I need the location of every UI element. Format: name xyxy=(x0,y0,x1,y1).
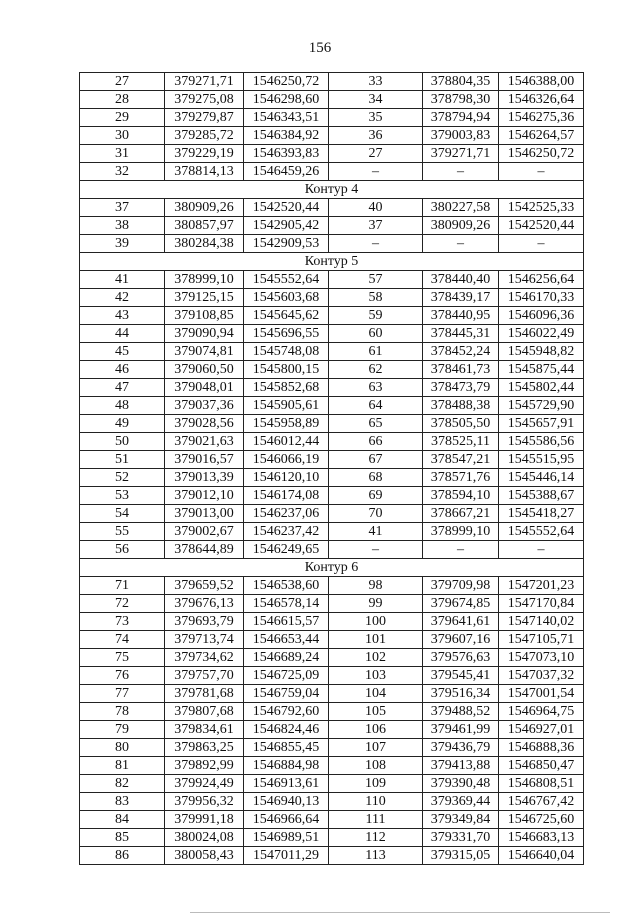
y-coordinate-cell: – xyxy=(499,235,584,253)
table-row xyxy=(80,577,584,595)
point-number-cell: 47 xyxy=(80,379,165,397)
x-coordinate-cell: 378488,38 xyxy=(423,397,499,415)
y-coordinate-cell: 1546767,42 xyxy=(499,793,584,811)
y-coordinate-cell: 1547011,29 xyxy=(244,847,329,865)
x-coordinate-cell: 379037,36 xyxy=(165,397,244,415)
point-number-cell: 69 xyxy=(329,487,423,505)
y-coordinate-cell: 1546964,75 xyxy=(499,703,584,721)
y-coordinate-cell: 1546249,65 xyxy=(244,541,329,559)
coordinates-table xyxy=(79,72,584,865)
x-coordinate-cell: 379924,49 xyxy=(165,775,244,793)
coordinates-table-body xyxy=(80,73,584,865)
point-number-cell: 102 xyxy=(329,649,423,667)
point-number-cell: 37 xyxy=(80,199,165,217)
point-number-cell: 67 xyxy=(329,451,423,469)
y-coordinate-cell: 1545852,68 xyxy=(244,379,329,397)
x-coordinate-cell: 378999,10 xyxy=(423,523,499,541)
point-number-cell: 52 xyxy=(80,469,165,487)
point-number-cell: 99 xyxy=(329,595,423,613)
x-coordinate-cell: 379002,67 xyxy=(165,523,244,541)
table-row xyxy=(80,325,584,343)
x-coordinate-cell: 378440,95 xyxy=(423,307,499,325)
point-number-cell: 108 xyxy=(329,757,423,775)
x-coordinate-cell: 380227,58 xyxy=(423,199,499,217)
y-coordinate-cell: 1546250,72 xyxy=(499,145,584,163)
table-row xyxy=(80,847,584,865)
x-coordinate-cell: 379641,61 xyxy=(423,613,499,631)
y-coordinate-cell: 1545586,56 xyxy=(499,433,584,451)
y-coordinate-cell: 1545729,90 xyxy=(499,397,584,415)
point-number-cell: 70 xyxy=(329,505,423,523)
x-coordinate-cell: 379003,83 xyxy=(423,127,499,145)
y-coordinate-cell: 1545802,44 xyxy=(499,379,584,397)
x-coordinate-cell: 379279,87 xyxy=(165,109,244,127)
x-coordinate-cell: 379413,88 xyxy=(423,757,499,775)
x-coordinate-cell: 379016,57 xyxy=(165,451,244,469)
x-coordinate-cell: 379048,01 xyxy=(165,379,244,397)
x-coordinate-cell: 380857,97 xyxy=(165,217,244,235)
y-coordinate-cell: – xyxy=(499,541,584,559)
table-row xyxy=(80,73,584,91)
x-coordinate-cell: 379693,79 xyxy=(165,613,244,631)
x-coordinate-cell: 379028,56 xyxy=(165,415,244,433)
point-number-cell: 77 xyxy=(80,685,165,703)
x-coordinate-cell: 379807,68 xyxy=(165,703,244,721)
contour-header-row xyxy=(80,559,584,577)
x-coordinate-cell: 379545,41 xyxy=(423,667,499,685)
x-coordinate-cell: 378644,89 xyxy=(165,541,244,559)
point-number-cell: 66 xyxy=(329,433,423,451)
point-number-cell: 37 xyxy=(329,217,423,235)
y-coordinate-cell: 1546913,61 xyxy=(244,775,329,793)
x-coordinate-cell: 379863,25 xyxy=(165,739,244,757)
y-coordinate-cell: 1542905,42 xyxy=(244,217,329,235)
y-coordinate-cell: 1542520,44 xyxy=(244,199,329,217)
x-coordinate-cell: 379781,68 xyxy=(165,685,244,703)
point-number-cell: 105 xyxy=(329,703,423,721)
point-number-cell: 76 xyxy=(80,667,165,685)
point-number-cell: 54 xyxy=(80,505,165,523)
x-coordinate-cell: 378439,17 xyxy=(423,289,499,307)
point-number-cell: 30 xyxy=(80,127,165,145)
contour-header-row xyxy=(80,253,584,271)
point-number-cell: 68 xyxy=(329,469,423,487)
table-row xyxy=(80,757,584,775)
y-coordinate-cell: 1546250,72 xyxy=(244,73,329,91)
y-coordinate-cell: 1546388,00 xyxy=(499,73,584,91)
page-edge-line xyxy=(190,912,610,913)
x-coordinate-cell: 379012,10 xyxy=(165,487,244,505)
y-coordinate-cell: 1545603,68 xyxy=(244,289,329,307)
point-number-cell: 49 xyxy=(80,415,165,433)
x-coordinate-cell: 378505,50 xyxy=(423,415,499,433)
point-number-cell: 36 xyxy=(329,127,423,145)
point-number-cell: 32 xyxy=(80,163,165,181)
x-coordinate-cell: 379271,71 xyxy=(165,73,244,91)
x-coordinate-cell: 379676,13 xyxy=(165,595,244,613)
y-coordinate-cell: 1546824,46 xyxy=(244,721,329,739)
table-row xyxy=(80,829,584,847)
point-number-cell: 33 xyxy=(329,73,423,91)
point-number-cell: 75 xyxy=(80,649,165,667)
x-coordinate-cell: 379659,52 xyxy=(165,577,244,595)
point-number-cell: – xyxy=(329,235,423,253)
table-row xyxy=(80,703,584,721)
x-coordinate-cell: 379108,85 xyxy=(165,307,244,325)
y-coordinate-cell: 1546884,98 xyxy=(244,757,329,775)
table-row xyxy=(80,271,584,289)
x-coordinate-cell: 380909,26 xyxy=(165,199,244,217)
y-coordinate-cell: 1546683,13 xyxy=(499,829,584,847)
x-coordinate-cell: 378999,10 xyxy=(165,271,244,289)
point-number-cell: 44 xyxy=(80,325,165,343)
y-coordinate-cell: 1546237,42 xyxy=(244,523,329,541)
point-number-cell: 81 xyxy=(80,757,165,775)
point-number-cell: 103 xyxy=(329,667,423,685)
point-number-cell: 50 xyxy=(80,433,165,451)
y-coordinate-cell: 1546174,08 xyxy=(244,487,329,505)
table-row xyxy=(80,379,584,397)
point-number-cell: 100 xyxy=(329,613,423,631)
y-coordinate-cell: 1547037,32 xyxy=(499,667,584,685)
x-coordinate-cell: 379315,05 xyxy=(423,847,499,865)
table-row xyxy=(80,415,584,433)
point-number-cell: 29 xyxy=(80,109,165,127)
point-number-cell: 27 xyxy=(329,145,423,163)
x-coordinate-cell: – xyxy=(423,235,499,253)
point-number-cell: 110 xyxy=(329,793,423,811)
point-number-cell: 42 xyxy=(80,289,165,307)
y-coordinate-cell: 1546275,36 xyxy=(499,109,584,127)
x-coordinate-cell: 378473,79 xyxy=(423,379,499,397)
point-number-cell: 53 xyxy=(80,487,165,505)
x-coordinate-cell: 379956,32 xyxy=(165,793,244,811)
point-number-cell: 41 xyxy=(80,271,165,289)
point-number-cell: 112 xyxy=(329,829,423,847)
y-coordinate-cell: 1542909,53 xyxy=(244,235,329,253)
y-coordinate-cell: 1546538,60 xyxy=(244,577,329,595)
table-row xyxy=(80,505,584,523)
y-coordinate-cell: 1545552,64 xyxy=(499,523,584,541)
x-coordinate-cell: 379892,99 xyxy=(165,757,244,775)
table-row xyxy=(80,523,584,541)
x-coordinate-cell: 379834,61 xyxy=(165,721,244,739)
table-row xyxy=(80,199,584,217)
point-number-cell: 31 xyxy=(80,145,165,163)
y-coordinate-cell: 1545696,55 xyxy=(244,325,329,343)
y-coordinate-cell: 1542520,44 xyxy=(499,217,584,235)
table-row xyxy=(80,451,584,469)
contour-title: Контур 5 xyxy=(80,253,584,271)
contour-title: Контур 6 xyxy=(80,559,584,577)
y-coordinate-cell: 1545388,67 xyxy=(499,487,584,505)
x-coordinate-cell: 378525,11 xyxy=(423,433,499,451)
x-coordinate-cell: 379271,71 xyxy=(423,145,499,163)
y-coordinate-cell: 1545875,44 xyxy=(499,361,584,379)
point-number-cell: 57 xyxy=(329,271,423,289)
point-number-cell: 107 xyxy=(329,739,423,757)
point-number-cell: 71 xyxy=(80,577,165,595)
x-coordinate-cell: 379285,72 xyxy=(165,127,244,145)
x-coordinate-cell: 379674,85 xyxy=(423,595,499,613)
y-coordinate-cell: 1546459,26 xyxy=(244,163,329,181)
y-coordinate-cell: 1545657,91 xyxy=(499,415,584,433)
x-coordinate-cell: 378452,24 xyxy=(423,343,499,361)
table-row xyxy=(80,127,584,145)
y-coordinate-cell: 1546012,44 xyxy=(244,433,329,451)
y-coordinate-cell: 1545958,89 xyxy=(244,415,329,433)
x-coordinate-cell: 379488,52 xyxy=(423,703,499,721)
y-coordinate-cell: 1546850,47 xyxy=(499,757,584,775)
point-number-cell: 74 xyxy=(80,631,165,649)
point-number-cell: 46 xyxy=(80,361,165,379)
table-row xyxy=(80,811,584,829)
y-coordinate-cell: 1546966,64 xyxy=(244,811,329,829)
point-number-cell: 101 xyxy=(329,631,423,649)
y-coordinate-cell: 1546237,06 xyxy=(244,505,329,523)
point-number-cell: 39 xyxy=(80,235,165,253)
x-coordinate-cell: 379436,79 xyxy=(423,739,499,757)
point-number-cell: 43 xyxy=(80,307,165,325)
x-coordinate-cell: 379390,48 xyxy=(423,775,499,793)
x-coordinate-cell: 378794,94 xyxy=(423,109,499,127)
y-coordinate-cell: – xyxy=(499,163,584,181)
table-row xyxy=(80,91,584,109)
y-coordinate-cell: 1546792,60 xyxy=(244,703,329,721)
x-coordinate-cell: 378594,10 xyxy=(423,487,499,505)
point-number-cell: 35 xyxy=(329,109,423,127)
y-coordinate-cell: 1546578,14 xyxy=(244,595,329,613)
y-coordinate-cell: 1546940,13 xyxy=(244,793,329,811)
x-coordinate-cell: 379709,98 xyxy=(423,577,499,595)
x-coordinate-cell: 379349,84 xyxy=(423,811,499,829)
y-coordinate-cell: 1545418,27 xyxy=(499,505,584,523)
y-coordinate-cell: 1546653,44 xyxy=(244,631,329,649)
y-coordinate-cell: 1546343,51 xyxy=(244,109,329,127)
point-number-cell: 109 xyxy=(329,775,423,793)
table-row xyxy=(80,235,584,253)
x-coordinate-cell: 379991,18 xyxy=(165,811,244,829)
y-coordinate-cell: 1546808,51 xyxy=(499,775,584,793)
point-number-cell: 85 xyxy=(80,829,165,847)
point-number-cell: – xyxy=(329,541,423,559)
x-coordinate-cell: 378440,40 xyxy=(423,271,499,289)
x-coordinate-cell: 378461,73 xyxy=(423,361,499,379)
y-coordinate-cell: 1546989,51 xyxy=(244,829,329,847)
point-number-cell: 60 xyxy=(329,325,423,343)
y-coordinate-cell: 1545515,95 xyxy=(499,451,584,469)
x-coordinate-cell: 378804,35 xyxy=(423,73,499,91)
table-row xyxy=(80,721,584,739)
point-number-cell: 58 xyxy=(329,289,423,307)
y-coordinate-cell: 1546264,57 xyxy=(499,127,584,145)
table-row xyxy=(80,667,584,685)
point-number-cell: 106 xyxy=(329,721,423,739)
point-number-cell: 28 xyxy=(80,91,165,109)
point-number-cell: 27 xyxy=(80,73,165,91)
point-number-cell: 111 xyxy=(329,811,423,829)
table-row xyxy=(80,613,584,631)
x-coordinate-cell: 379229,19 xyxy=(165,145,244,163)
y-coordinate-cell: 1547105,71 xyxy=(499,631,584,649)
x-coordinate-cell: 378814,13 xyxy=(165,163,244,181)
table-row xyxy=(80,469,584,487)
y-coordinate-cell: 1546120,10 xyxy=(244,469,329,487)
table-row xyxy=(80,397,584,415)
point-number-cell: 79 xyxy=(80,721,165,739)
x-coordinate-cell: 378798,30 xyxy=(423,91,499,109)
point-number-cell: 63 xyxy=(329,379,423,397)
x-coordinate-cell: – xyxy=(423,541,499,559)
x-coordinate-cell: 378547,21 xyxy=(423,451,499,469)
point-number-cell: 64 xyxy=(329,397,423,415)
point-number-cell: – xyxy=(329,163,423,181)
point-number-cell: 61 xyxy=(329,343,423,361)
y-coordinate-cell: 1542525,33 xyxy=(499,199,584,217)
x-coordinate-cell: 379516,34 xyxy=(423,685,499,703)
point-number-cell: 40 xyxy=(329,199,423,217)
point-number-cell: 55 xyxy=(80,523,165,541)
y-coordinate-cell: 1546022,49 xyxy=(499,325,584,343)
point-number-cell: 86 xyxy=(80,847,165,865)
table-row xyxy=(80,307,584,325)
y-coordinate-cell: 1546256,64 xyxy=(499,271,584,289)
y-coordinate-cell: 1545552,64 xyxy=(244,271,329,289)
y-coordinate-cell: 1547201,23 xyxy=(499,577,584,595)
y-coordinate-cell: 1545800,15 xyxy=(244,361,329,379)
x-coordinate-cell: 379757,70 xyxy=(165,667,244,685)
point-number-cell: 104 xyxy=(329,685,423,703)
table-row xyxy=(80,685,584,703)
point-number-cell: 98 xyxy=(329,577,423,595)
x-coordinate-cell: 379013,00 xyxy=(165,505,244,523)
x-coordinate-cell: 379125,15 xyxy=(165,289,244,307)
table-row xyxy=(80,109,584,127)
table-row xyxy=(80,487,584,505)
table-row xyxy=(80,541,584,559)
point-number-cell: 73 xyxy=(80,613,165,631)
x-coordinate-cell: 380909,26 xyxy=(423,217,499,235)
table-row xyxy=(80,631,584,649)
table-row xyxy=(80,163,584,181)
x-coordinate-cell: 378667,21 xyxy=(423,505,499,523)
x-coordinate-cell: 380024,08 xyxy=(165,829,244,847)
table-row xyxy=(80,145,584,163)
point-number-cell: 62 xyxy=(329,361,423,379)
table-row xyxy=(80,793,584,811)
y-coordinate-cell: 1547001,54 xyxy=(499,685,584,703)
y-coordinate-cell: 1545905,61 xyxy=(244,397,329,415)
y-coordinate-cell: 1545446,14 xyxy=(499,469,584,487)
x-coordinate-cell: 379090,94 xyxy=(165,325,244,343)
x-coordinate-cell: 379275,08 xyxy=(165,91,244,109)
table-row xyxy=(80,649,584,667)
x-coordinate-cell: 379021,63 xyxy=(165,433,244,451)
y-coordinate-cell: 1546759,04 xyxy=(244,685,329,703)
y-coordinate-cell: 1546888,36 xyxy=(499,739,584,757)
table-row xyxy=(80,217,584,235)
y-coordinate-cell: 1547170,84 xyxy=(499,595,584,613)
point-number-cell: 41 xyxy=(329,523,423,541)
point-number-cell: 84 xyxy=(80,811,165,829)
point-number-cell: 45 xyxy=(80,343,165,361)
x-coordinate-cell: 380284,38 xyxy=(165,235,244,253)
table-row xyxy=(80,775,584,793)
y-coordinate-cell: 1546384,92 xyxy=(244,127,329,145)
point-number-cell: 56 xyxy=(80,541,165,559)
table-row xyxy=(80,289,584,307)
point-number-cell: 65 xyxy=(329,415,423,433)
y-coordinate-cell: 1546615,57 xyxy=(244,613,329,631)
y-coordinate-cell: 1546096,36 xyxy=(499,307,584,325)
point-number-cell: 80 xyxy=(80,739,165,757)
point-number-cell: 34 xyxy=(329,91,423,109)
y-coordinate-cell: 1546689,24 xyxy=(244,649,329,667)
table-row xyxy=(80,433,584,451)
x-coordinate-cell: 379013,39 xyxy=(165,469,244,487)
y-coordinate-cell: 1545948,82 xyxy=(499,343,584,361)
point-number-cell: 38 xyxy=(80,217,165,235)
y-coordinate-cell: 1546326,64 xyxy=(499,91,584,109)
y-coordinate-cell: 1546170,33 xyxy=(499,289,584,307)
table-row xyxy=(80,739,584,757)
x-coordinate-cell: 379369,44 xyxy=(423,793,499,811)
x-coordinate-cell: 378571,76 xyxy=(423,469,499,487)
y-coordinate-cell: 1546725,60 xyxy=(499,811,584,829)
y-coordinate-cell: 1546298,60 xyxy=(244,91,329,109)
y-coordinate-cell: 1546640,04 xyxy=(499,847,584,865)
y-coordinate-cell: 1546725,09 xyxy=(244,667,329,685)
y-coordinate-cell: 1547073,10 xyxy=(499,649,584,667)
contour-header-row xyxy=(80,181,584,199)
point-number-cell: 83 xyxy=(80,793,165,811)
point-number-cell: 113 xyxy=(329,847,423,865)
table-row xyxy=(80,361,584,379)
point-number-cell: 59 xyxy=(329,307,423,325)
contour-title: Контур 4 xyxy=(80,181,584,199)
y-coordinate-cell: 1545645,62 xyxy=(244,307,329,325)
y-coordinate-cell: 1546066,19 xyxy=(244,451,329,469)
y-coordinate-cell: 1546855,45 xyxy=(244,739,329,757)
x-coordinate-cell: 379461,99 xyxy=(423,721,499,739)
x-coordinate-cell: 379576,63 xyxy=(423,649,499,667)
x-coordinate-cell: – xyxy=(423,163,499,181)
x-coordinate-cell: 379607,16 xyxy=(423,631,499,649)
x-coordinate-cell: 379074,81 xyxy=(165,343,244,361)
x-coordinate-cell: 380058,43 xyxy=(165,847,244,865)
x-coordinate-cell: 379734,62 xyxy=(165,649,244,667)
y-coordinate-cell: 1546393,83 xyxy=(244,145,329,163)
y-coordinate-cell: 1546927,01 xyxy=(499,721,584,739)
table-row xyxy=(80,595,584,613)
point-number-cell: 72 xyxy=(80,595,165,613)
page-number: 156 xyxy=(308,40,332,56)
x-coordinate-cell: 379331,70 xyxy=(423,829,499,847)
x-coordinate-cell: 379060,50 xyxy=(165,361,244,379)
point-number-cell: 51 xyxy=(80,451,165,469)
table-row xyxy=(80,343,584,361)
point-number-cell: 48 xyxy=(80,397,165,415)
y-coordinate-cell: 1547140,02 xyxy=(499,613,584,631)
y-coordinate-cell: 1545748,08 xyxy=(244,343,329,361)
x-coordinate-cell: 379713,74 xyxy=(165,631,244,649)
point-number-cell: 82 xyxy=(80,775,165,793)
point-number-cell: 78 xyxy=(80,703,165,721)
x-coordinate-cell: 378445,31 xyxy=(423,325,499,343)
